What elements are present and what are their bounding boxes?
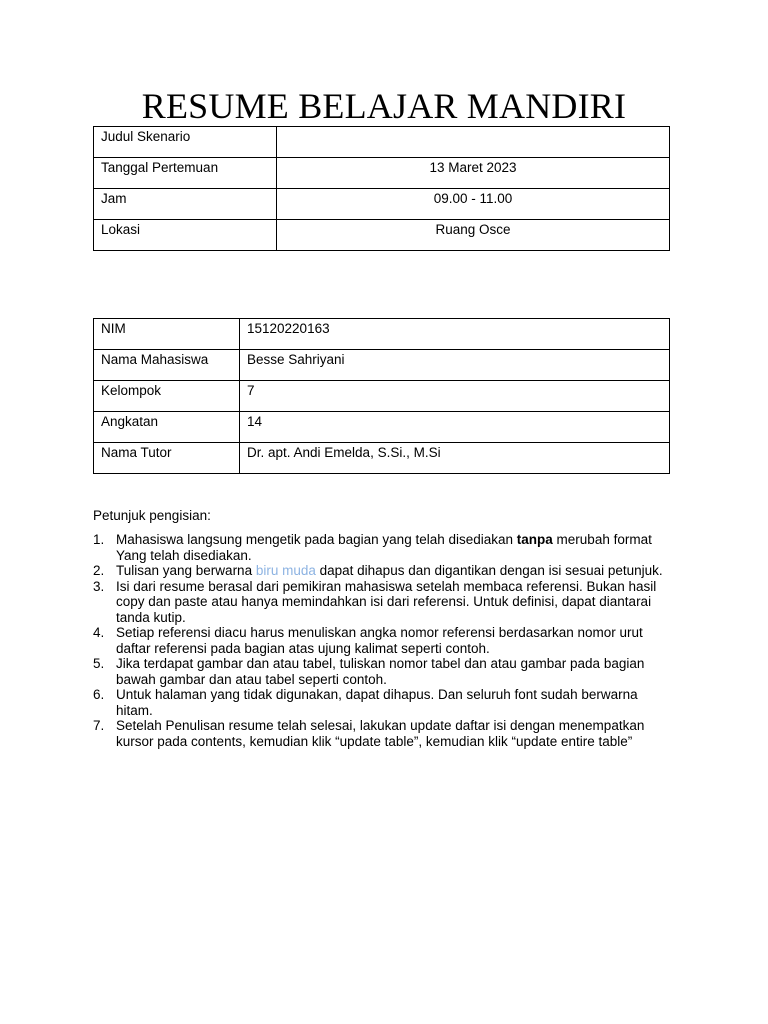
- row-label: Jam: [94, 189, 277, 220]
- row-value[interactable]: 14: [240, 412, 670, 443]
- row-value[interactable]: 7: [240, 381, 670, 412]
- table-row: [94, 381, 670, 412]
- row-label: NIM: [94, 319, 240, 350]
- row-value[interactable]: 15120220163: [240, 319, 670, 350]
- bold-text: tanpa: [516, 532, 553, 547]
- item-number: 5.: [93, 656, 105, 671]
- instructions-title: Petunjuk pengisian:: [93, 508, 211, 523]
- row-value[interactable]: 09.00 - 11.00: [277, 189, 670, 220]
- item-number: 1.: [93, 532, 105, 547]
- row-label: Angkatan: [94, 412, 240, 443]
- item-text: dapat dihapus dan digantikan dengan isi sesuai petunjuk.: [315, 563, 663, 578]
- row-label: Tanggal Pertemuan: [94, 158, 277, 189]
- item-number: 2.: [93, 563, 105, 578]
- row-label: Kelompok: [94, 381, 240, 412]
- row-value[interactable]: Ruang Osce: [277, 220, 670, 251]
- item-text: Jika terdapat gambar dan atau tabel, tuliskan nomor tabel dan atau gambar pada bagian bawah gambar dan atau tabel seperti contoh.: [116, 656, 645, 687]
- table-row: [94, 158, 670, 189]
- row-label: Nama Tutor: [94, 443, 240, 474]
- list-item: [93, 532, 678, 563]
- table-row: [94, 443, 670, 474]
- table-row: [94, 412, 670, 443]
- page-title: RESUME BELAJAR MANDIRI: [141, 86, 627, 126]
- table-row: [94, 350, 670, 381]
- item-text: Mahasiswa langsung mengetik pada bagian yang telah disediakan: [116, 532, 517, 547]
- row-label: Nama Mahasiswa: [94, 350, 240, 381]
- row-label: Judul Skenario: [94, 127, 277, 158]
- item-text: merubah format Yang telah disediakan.: [116, 532, 652, 563]
- meeting-info-table: [93, 126, 670, 251]
- instructions-list: [93, 532, 678, 749]
- item-text: Tulisan yang berwarna: [116, 563, 256, 578]
- row-label: Lokasi: [94, 220, 277, 251]
- blue-text: biru muda: [255, 563, 316, 578]
- list-item: [93, 718, 678, 749]
- row-value[interactable]: Besse Sahriyani: [240, 350, 670, 381]
- row-value[interactable]: [277, 127, 670, 158]
- item-text: Untuk halaman yang tidak digunakan, dapat dihapus. Dan seluruh font sudah berwarna hitam.: [116, 687, 638, 718]
- list-item: [93, 579, 678, 626]
- item-text: Isi dari resume berasal dari pemikiran mahasiswa setelah membaca referensi. Bukan hasil copy dan paste atau hanya memindahkan isi dari referensi. Untuk definisi, dapat diantarai tanda kutip.: [116, 578, 657, 625]
- item-number: 6.: [93, 687, 105, 702]
- row-value[interactable]: 13 Maret 2023: [277, 158, 670, 189]
- item-text: Setelah Penulisan resume telah selesai, lakukan update daftar isi dengan menempatkan kursor pada contents, kemudian klik “update table”, kemudian klik “update entire table”: [116, 718, 645, 749]
- table-row: [94, 127, 670, 158]
- list-item: [93, 656, 678, 687]
- list-item: [93, 687, 678, 718]
- list-item: [93, 563, 678, 579]
- row-value[interactable]: Dr. apt. Andi Emelda, S.Si., M.Si: [240, 443, 670, 474]
- student-info-table: [93, 318, 670, 474]
- item-number: 3.: [93, 578, 105, 594]
- table-row: [94, 189, 670, 220]
- item-text: Setiap referensi diacu harus menuliskan angka nomor referensi berdasarkan nomor urut daftar referensi pada bagian atas ujung kalimat seperti contoh.: [116, 625, 643, 656]
- list-item: [93, 625, 678, 656]
- item-number: 4.: [93, 625, 105, 640]
- table-row: [94, 220, 670, 251]
- item-number: 7.: [93, 718, 105, 733]
- table-row: [94, 319, 670, 350]
